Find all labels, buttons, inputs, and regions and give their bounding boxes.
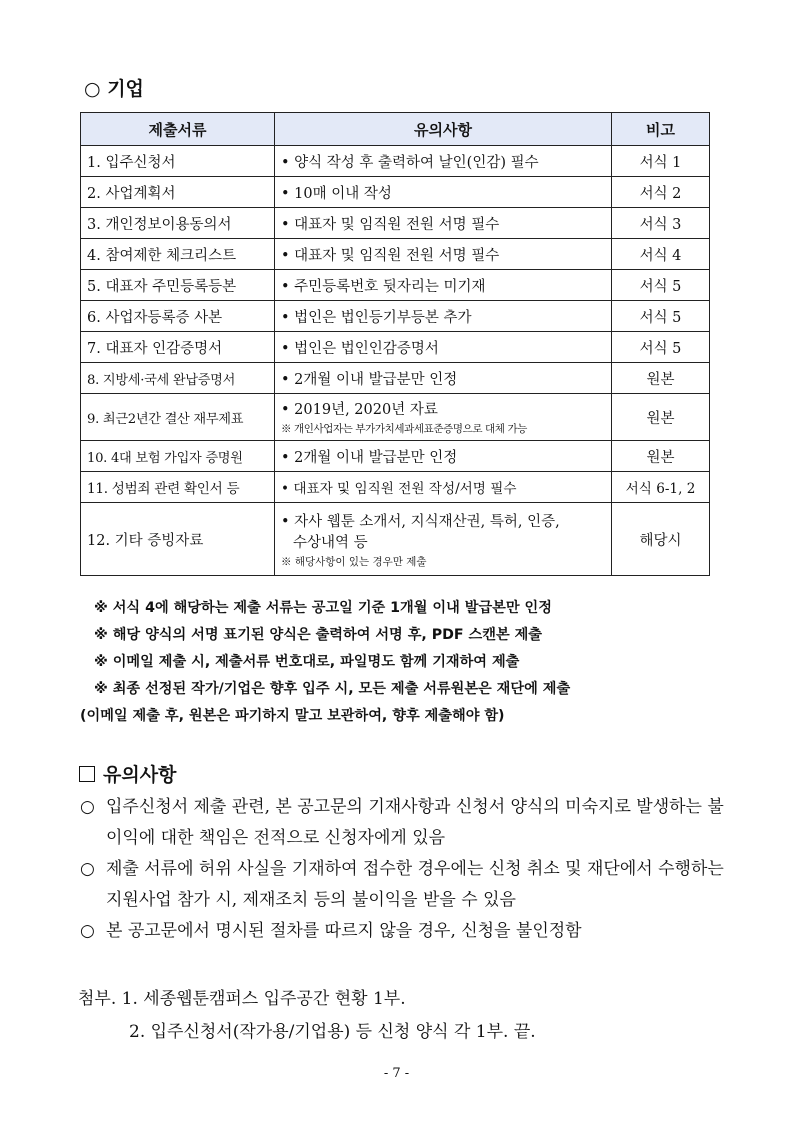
caution-list [80, 792, 740, 947]
attachments [78, 983, 536, 1049]
circle-bullet-icon: ○ [80, 859, 95, 879]
header-documents: 제출서류 [81, 113, 275, 146]
table-row [81, 503, 710, 576]
bold-note: ※ 이메일 제출 시, 제출서류 번호대로, 파일명도 함께 기재하여 제출 [94, 654, 520, 670]
table-row [81, 363, 710, 394]
note-line: • 2019년, 2020년 자료 [281, 402, 438, 418]
table-row [81, 208, 710, 239]
document-name: 8. 지방세·국세 완납증명서 [81, 363, 275, 394]
document-name: 7. 대표자 인감증명서 [81, 332, 275, 363]
attachment-line: 2. 입주신청서(작가용/기업용) 등 신청 양식 각 1부. 끝. [129, 1022, 536, 1042]
document-name: 1. 입주신청서 [81, 146, 275, 177]
document-name: 2. 사업계획서 [81, 177, 275, 208]
list-item [80, 854, 740, 916]
document-name: 9. 최근2년간 결산 재무제표 [81, 394, 275, 441]
list-item [80, 792, 740, 854]
document-remark: 원본 [612, 441, 710, 472]
document-name: 12. 기타 증빙자료 [81, 503, 275, 576]
bold-note: ※ 서식 4에 해당하는 제출 서류는 공고일 기준 1개월 이내 발급본만 인정 [94, 600, 552, 616]
table-row [81, 332, 710, 363]
caution-heading [79, 760, 176, 787]
document-name: 4. 참여제한 체크리스트 [81, 239, 275, 270]
document-note: • 2개월 이내 발급분만 인정 [275, 441, 612, 472]
document-note: • 양식 작성 후 출력하여 날인(인감) 필수 [275, 146, 612, 177]
caution-text: 제출 서류에 허위 사실을 기재하여 접수한 경우에는 신청 취소 및 재단에서 수행하는 지원사업 참가 시, 제재조치 등의 불이익을 받을 수 있음 [106, 859, 724, 910]
table-row [81, 394, 710, 441]
note-line: 수상내역 등 [293, 534, 368, 551]
document-remark: 서식 5 [612, 270, 710, 301]
document-note [275, 503, 612, 576]
submission-documents-table [80, 112, 710, 576]
document-name: 5. 대표자 주민등록등본 [81, 270, 275, 301]
header-remarks: 비고 [612, 113, 710, 146]
document-remark: 원본 [612, 394, 710, 441]
document-name: 11. 성범죄 관련 확인서 등 [81, 472, 275, 503]
bold-note: ※ 해당 양식의 서명 표기된 양식은 출력하여 서명 후, PDF 스캔본 제출 [94, 627, 543, 643]
document-note: • 법인은 법인등기부등본 추가 [275, 301, 612, 332]
document-remark: 서식 1 [612, 146, 710, 177]
table-row [81, 146, 710, 177]
list-item [80, 916, 740, 947]
document-remark: 서식 6-1, 2 [612, 472, 710, 503]
document-note: • 법인은 법인인감증명서 [275, 332, 612, 363]
document-name: 6. 사업자등록증 사본 [81, 301, 275, 332]
table-header-row [81, 113, 710, 146]
document-note: • 2개월 이내 발급분만 인정 [275, 363, 612, 394]
document-remark: 서식 2 [612, 177, 710, 208]
document-note: • 대표자 및 임직원 전원 서명 필수 [275, 208, 612, 239]
document-name: 10. 4대 보험 가입자 증명원 [81, 441, 275, 472]
table-row [81, 239, 710, 270]
circle-bullet-icon: ○ [80, 921, 95, 941]
document-remark: 해당시 [612, 503, 710, 576]
caution-text: 본 공고문에서 명시된 절차를 따르지 않을 경우, 신청을 불인정함 [106, 921, 582, 941]
document-note: • 주민등록번호 뒷자리는 미기재 [275, 270, 612, 301]
header-notes: 유의사항 [275, 113, 612, 146]
table-row [81, 177, 710, 208]
caution-text: 입주신청서 제출 관련, 본 공고문의 기재사항과 신청서 양식의 미숙지로 발생하는 불이익에 대한 책임은 전적으로 신청자에게 있음 [106, 797, 724, 848]
document-note [275, 394, 612, 441]
table-row [81, 441, 710, 472]
section-title: ○ 기업 [84, 78, 144, 100]
document-remark: 서식 3 [612, 208, 710, 239]
note-small: ※ 해당사항이 있는 경우만 제출 [281, 555, 427, 568]
table-row [81, 301, 710, 332]
note-line: • 자사 웹툰 소개서, 지식재산권, 특허, 인증, [281, 513, 560, 530]
table-row [81, 270, 710, 301]
document-remark: 서식 4 [612, 239, 710, 270]
document-remark: 서식 5 [612, 301, 710, 332]
bold-note: (이메일 제출 후, 원본은 파기하지 말고 보관하여, 향후 제출해야 함) [80, 708, 505, 724]
document-note: • 대표자 및 임직원 전원 서명 필수 [275, 239, 612, 270]
page-number: - 7 - [383, 1066, 410, 1081]
bold-notes [80, 596, 720, 731]
circle-bullet-icon: ○ [80, 797, 95, 817]
attachment-line: 첨부. 1. 세종웹툰캠퍼스 입주공간 현황 1부. [78, 989, 406, 1009]
document-remark: 서식 5 [612, 332, 710, 363]
document-note: • 10매 이내 작성 [275, 177, 612, 208]
document-name: 3. 개인정보이용동의서 [81, 208, 275, 239]
document-note: • 대표자 및 임직원 전원 작성/서명 필수 [275, 472, 612, 503]
note-small: ※ 개인사업자는 부가가치세과세표준증명으로 대체 가능 [281, 423, 527, 435]
caution-title: 유의사항 [103, 764, 177, 786]
document-remark: 원본 [612, 363, 710, 394]
bold-note: ※ 최종 선정된 작가/기업은 향후 입주 시, 모든 제출 서류원본은 재단에 제출 [94, 681, 571, 697]
table-row [81, 472, 710, 503]
square-bullet-icon [79, 766, 95, 782]
